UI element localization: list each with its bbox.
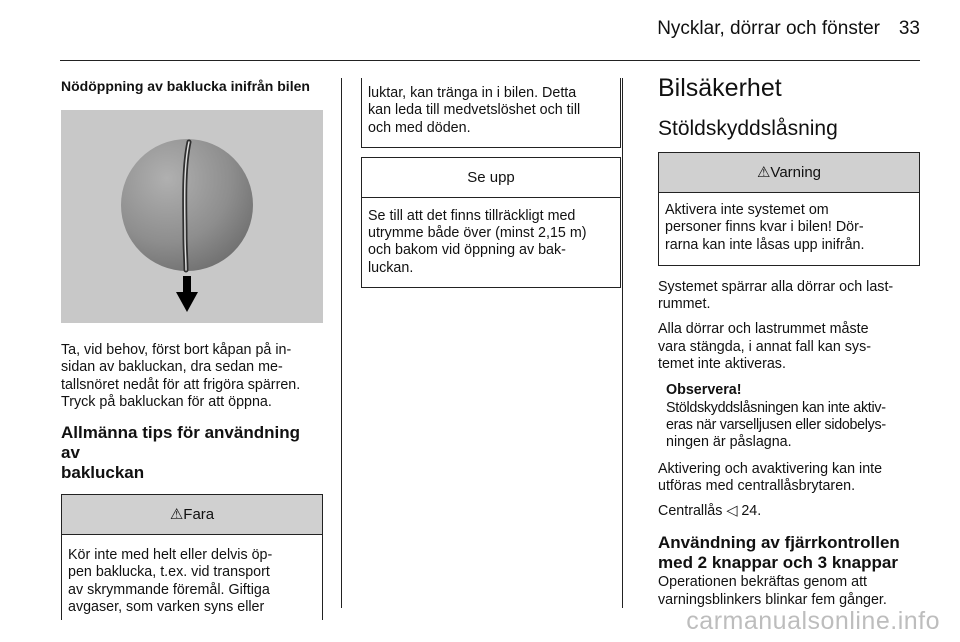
paragraph	[658, 574, 920, 609]
tips-heading	[61, 423, 323, 483]
warning-triangle-icon: ⚠	[169, 506, 184, 524]
text-line: Ta, vid behov, först bort kåpan på in-	[61, 342, 292, 358]
column-divider-right	[622, 78, 623, 608]
text-line: luktar, kan tränga in i bilen. Detta	[368, 85, 577, 101]
text-line: Alla dörrar och lastrummet måste	[658, 321, 869, 338]
danger-box-title	[62, 495, 322, 535]
running-header-title: Nycklar, dörrar och fönster	[657, 18, 880, 39]
section-subheading: Nödöppning av baklucka inifrån bilen	[61, 78, 310, 94]
warning-box-body	[659, 193, 919, 265]
paragraph	[658, 321, 920, 373]
tailgate-release-illustration	[61, 110, 323, 323]
text-line: Se till att det finns tillräckligt med	[368, 207, 576, 224]
warning-box	[658, 152, 920, 266]
danger-box	[61, 494, 323, 620]
text-line: tallsnöret nedåt för att frigöra spärren.	[61, 376, 301, 393]
text-line: vara stängda, i annat fall kan sys-	[658, 338, 871, 355]
text-line: sidan av bakluckan, dra sedan me-	[61, 359, 283, 376]
page-reference-icon: ◁	[726, 503, 738, 520]
column-1	[61, 78, 323, 620]
heading-line: Allmänna tips för användning av	[61, 423, 300, 463]
cross-reference-label: Centrallås	[658, 503, 723, 520]
pull-down-arrow-icon	[176, 276, 198, 312]
column-divider-left	[341, 78, 342, 608]
text-line: varningsblinkers blinkar fem gånger.	[658, 591, 887, 608]
note-title: Observera!	[666, 382, 742, 399]
text-line: Operationen bekräftas genom att	[658, 574, 868, 591]
text-line: luckan.	[368, 259, 414, 276]
text-line: Kör inte med helt eller delvis öp-	[68, 547, 273, 564]
text-line: av skrymmande föremål. Giftiga	[68, 581, 270, 598]
heading-line: bakluckan	[61, 463, 145, 483]
text-line: Systemet spärrar alla dörrar och last-	[658, 278, 894, 295]
danger-box-continued	[361, 78, 621, 148]
text-line: utrymme både över (minst 2,15 m)	[368, 225, 587, 242]
text-line: rummet.	[658, 296, 711, 313]
text-line: eras när varselljusen eller sidobelys-	[666, 416, 886, 433]
paragraph	[658, 279, 920, 314]
cross-reference-page[interactable]: 24.	[741, 503, 762, 520]
text-line: temet inte aktiveras.	[658, 356, 786, 373]
warning-box-title	[659, 153, 919, 193]
text-line: utföras med centrallåsbrytaren.	[658, 477, 856, 494]
tailgate-release-graphic	[61, 110, 323, 323]
text-line: ningen är påslagna.	[666, 434, 792, 451]
heading-line: Användning av fjärrkontrollen	[658, 533, 900, 553]
cross-reference	[658, 503, 920, 520]
text-line: avgaser, som varken syns eller	[68, 599, 265, 616]
caution-box-body	[362, 198, 620, 287]
text-line: Stöldskyddslåsningen kan inte aktiv-	[666, 399, 886, 416]
instruction-paragraph	[61, 342, 323, 411]
warning-triangle-icon: ⚠	[756, 164, 771, 181]
danger-box-body	[62, 535, 322, 620]
text-line: kan leda till medvetslöshet och till	[368, 102, 581, 119]
text-line: och bakom vid öppning av bak-	[368, 242, 566, 259]
text-line: pen baklucka, t.ex. vid transport	[68, 564, 270, 581]
section-title: Bilsäkerhet	[658, 74, 782, 102]
heading-line: med 2 knappar och 3 knappar	[658, 553, 898, 573]
text-line: personer finns kvar i bilen! Dör-	[665, 219, 864, 236]
watermark: carmanualsonline.info	[686, 607, 940, 635]
column-3	[658, 74, 920, 609]
remote-heading	[658, 533, 920, 573]
text-line: Aktivera inte systemet om	[665, 202, 829, 218]
danger-box-continued-body	[362, 78, 620, 147]
header-rule	[60, 60, 920, 61]
page-number: 33	[898, 18, 920, 39]
danger-title-text: Fara	[183, 506, 215, 524]
note-block	[658, 382, 920, 451]
warning-title-text: Varning	[770, 164, 822, 181]
caution-box	[361, 157, 621, 288]
caution-box-title: Se upp	[362, 158, 620, 198]
text-line: rarna kan inte låsas upp inifrån.	[665, 236, 865, 253]
text-line: och med döden.	[368, 119, 471, 136]
paragraph	[658, 461, 920, 496]
text-line: Aktivering och avaktivering kan inte	[658, 460, 883, 477]
column-2	[362, 78, 621, 288]
section-subtitle: Stöldskyddslåsning	[658, 117, 838, 140]
text-line: Tryck på bakluckan för att öppna.	[61, 393, 272, 410]
